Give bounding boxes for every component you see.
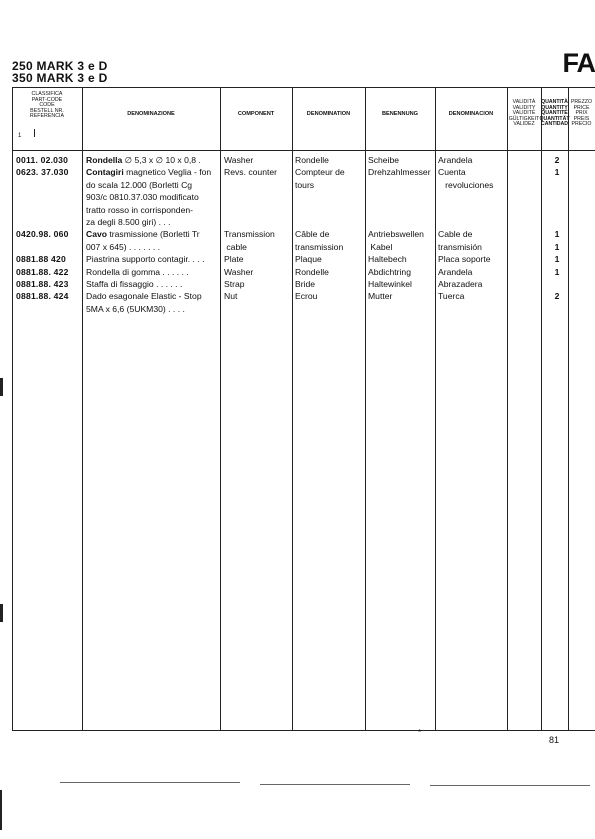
description-en: Washer <box>224 155 254 165</box>
description-fr: tours <box>295 179 315 190</box>
scan-line <box>430 785 590 786</box>
description-it: Rondella di gomma . . . . . . <box>86 266 189 277</box>
description-it: Rondella ∅ 5,3 x ∅ 10 x 0,8 . <box>86 155 201 165</box>
quantity: 1 <box>554 266 560 277</box>
part-code: 0881.88. 422 <box>16 266 69 277</box>
description-it: Contagiri magnetico Veglia - fon <box>86 167 212 178</box>
scan-margin-mark <box>0 604 3 622</box>
description-en: Revs. counter <box>224 167 278 178</box>
description-es: Tuerca <box>438 291 465 302</box>
description-it: Cavo trasmissione (Borletti Tr <box>86 229 200 240</box>
header-benennung: BENENNUNG <box>381 110 419 117</box>
description-en: Nut <box>224 291 238 302</box>
description-de: Drehzahlmesser <box>368 167 431 178</box>
part-code: 0011. 02.030 <box>16 155 69 165</box>
description-de: Antriebswellen <box>368 229 424 240</box>
scan-line <box>260 784 410 785</box>
description-es: Placa soporte <box>438 254 491 265</box>
quantity: 1 <box>554 167 560 178</box>
scan-margin-mark <box>0 790 2 830</box>
footer-mark: * <box>418 728 422 737</box>
description-de: Haltebech <box>368 254 407 265</box>
description-it: 5MA x 6,6 (5UKM30) . . . . <box>86 303 185 314</box>
header-quantita: QUANTITÀ QUANTITY QUANTITÉ QUANTITÄT CANTIDAD <box>539 99 570 128</box>
model-title-line-1: 250 MARK 3 e D <box>12 59 108 73</box>
quantity: 2 <box>554 291 560 302</box>
header-prezzo: PREZZO PRICE PRIX PREIS PRECIO <box>570 99 593 128</box>
description-fr: transmission <box>295 241 344 252</box>
description-fr: Compteur de <box>295 167 345 178</box>
description-en: Washer <box>224 266 254 277</box>
parts-table <box>12 87 595 731</box>
description-it: Staffa di fissaggio . . . . . . <box>86 279 183 289</box>
description-de: Kabel <box>368 241 393 252</box>
description-it: 903/c 0810.37.030 modificato <box>86 192 199 203</box>
quantity: 1 <box>554 241 560 252</box>
description-es: Cuenta <box>438 167 466 178</box>
part-code: 0881.88. 423 <box>16 279 69 289</box>
header-classification: CLASSIFICA PART-CODE CODE BESTELL NR. REFERENCIA 1 <box>18 91 65 139</box>
header-denominacion: DENOMINACION <box>448 110 494 117</box>
description-it: Dado esagonale Elastic - Stop <box>86 291 202 302</box>
header-validita: VALIDITÀ VALIDITY VALIDITÉ GÜLTIGKEIT VALIDEZ <box>508 99 540 128</box>
description-es: revoluciones <box>438 179 494 190</box>
quantity: 1 <box>554 229 560 240</box>
description-it: do scala 12.000 (Borletti Cg <box>86 179 193 190</box>
description-it: tratto rosso in corrisponden- <box>86 204 193 215</box>
description-es: Arandela <box>438 155 473 165</box>
description-de: Scheibe <box>368 155 400 165</box>
description-it: 007 x 645) . . . . . . . <box>86 241 161 252</box>
description-en: Transmission <box>224 229 275 240</box>
description-en: Strap <box>224 279 245 289</box>
description-de: Haltewinkel <box>368 279 412 289</box>
header-denominazione: DENOMINAZIONE <box>127 110 175 117</box>
description-en: Plate <box>224 254 244 265</box>
page-number: 81 <box>549 735 560 745</box>
scan-margin-mark <box>0 378 3 396</box>
description-fr: Rondelle <box>295 266 329 277</box>
description-es: transmisión <box>438 241 482 252</box>
description-de: Mutter <box>368 291 393 302</box>
description-fr: Rondelle <box>295 155 329 165</box>
quantity: 2 <box>554 155 560 165</box>
header-classification-number: 1 <box>18 133 22 139</box>
description-fr: Câble de <box>295 229 330 240</box>
section-tab: FA <box>562 48 595 78</box>
part-code: 0420.98. 060 <box>16 229 69 240</box>
part-code: 0623. 37.030 <box>16 167 69 178</box>
part-code: 0881.88 420 <box>16 254 66 265</box>
description-fr: Plaque <box>295 254 322 265</box>
part-code: 0881.88. 424 <box>16 291 69 302</box>
description-it: za degli 8.500 giri) . . . <box>86 217 171 227</box>
scan-line <box>60 782 240 783</box>
model-title-line-2: 350 MARK 3 e D <box>12 71 108 85</box>
header-denomination: DENOMINATION <box>306 110 351 117</box>
header-component: COMPONENT <box>237 110 275 117</box>
description-es: Arandela <box>438 266 473 277</box>
description-en: cable <box>224 241 247 252</box>
description-es: Cable de <box>438 229 473 240</box>
description-it: Piastrina supporto contagir. . . . <box>86 254 205 265</box>
description-de: Abdichtring <box>368 266 411 277</box>
description-es: Abrazadera <box>438 279 483 289</box>
description-fr: Bride <box>295 279 316 289</box>
quantity: 1 <box>554 254 560 265</box>
description-fr: Ecrou <box>295 291 318 302</box>
